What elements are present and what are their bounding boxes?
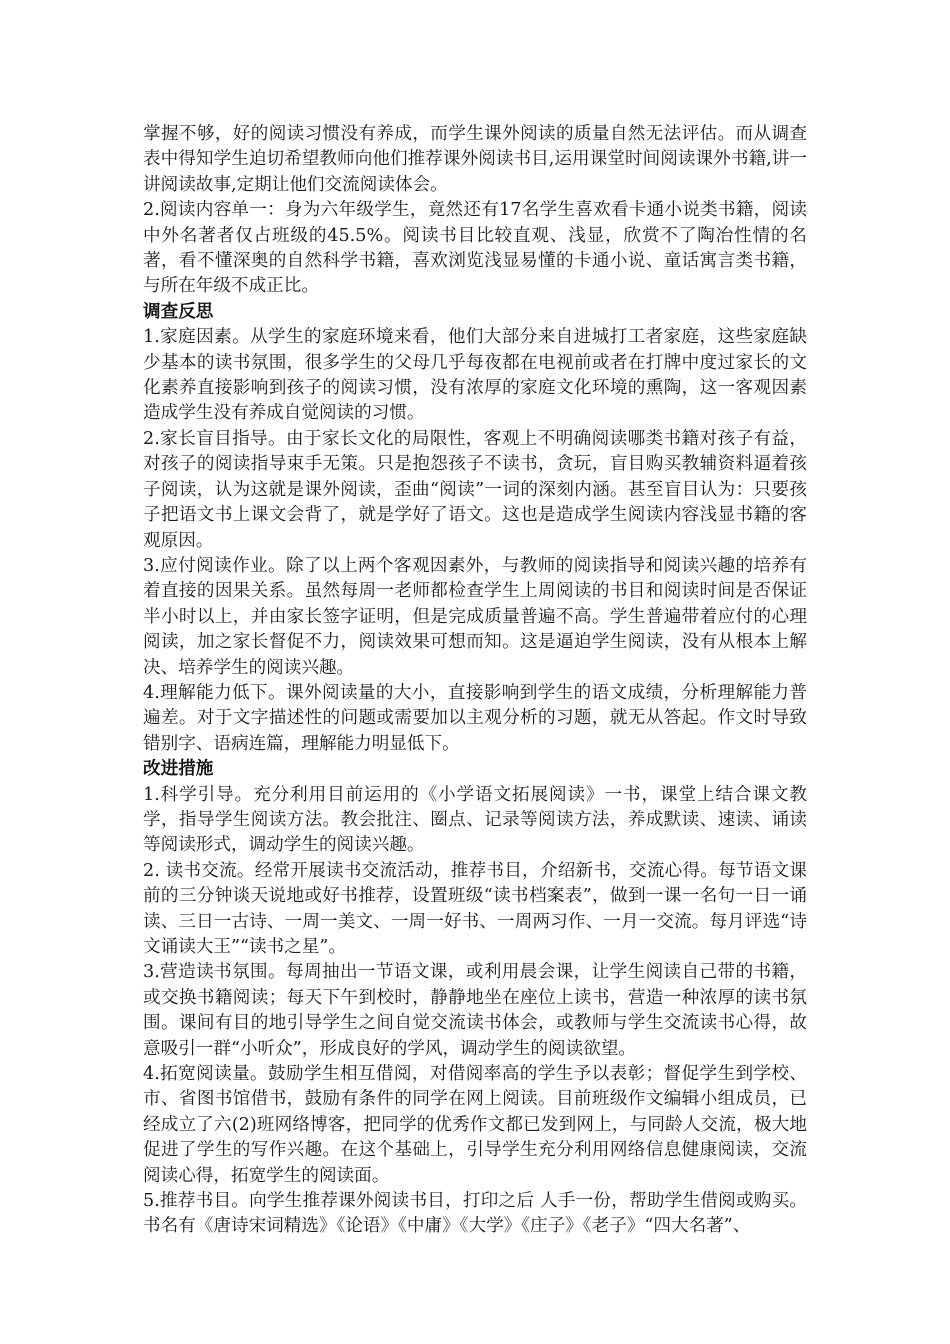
measure-item-1: 1.科学引导。充分利用目前运用的《小学语文拓展阅读》一书，课堂上结合课文教学，指导学生阅读方法。教会批注、圈点、记录等阅读方法，养成默读、速读、诵读等阅读形式，调动学生的阅读兴趣。 <box>143 784 807 856</box>
measure-item-2: 2. 读书交流。经常开展读书交流活动，推荐书目，介绍新书，交流心得。每节语文课前的三分钟谈天说地或好书推荐，设置班级“读书档案表”，做到一课一名句一日一诵读、三日一古诗、一周一美文、一周一好书、一周两习作、一月一交流。每月评选“诗文诵读大王”“读书之星”。 <box>143 860 807 957</box>
reflection-item-2: 2.家长盲目指导。由于家长文化的局限性，客观上不明确阅读哪类书籍对孩子有益，对孩子的阅读指导束手无策。只是抱怨孩子不读书，贪玩，盲目购买教辅资料逼着孩子阅读，认为这就是课外阅读，歪曲“阅读”一词的深刻内涵。甚至盲目认为：只要孩子把语文书上课文会背了，就是学好了语文。这也是造成学生阅读内容浅显书籍的客观原因。 <box>143 428 807 551</box>
reflection-item-4: 4.理解能力低下。课外阅读量的大小，直接影响到学生的语文成绩，分析理解能力普遍差。对于文字描述性的问题或需要加以主观分析的习题，就无从答起。作文时导致错别字、语病连篇，理解能力明显低下。 <box>143 682 807 754</box>
section-heading-measures: 改进措施 <box>143 759 214 780</box>
reflection-item-1: 1.家庭因素。从学生的家庭环境来看，他们大部分来自进城打工者家庭，这些家庭缺少基本的读书氛围，很多学生的父母几乎每夜都在电视前或者在打牌中度过家长的文化素养直接影响到孩子的阅读习惯，没有浓厚的家庭文化环境的熏陶，这一客观因素造成学生没有养成自觉阅读的习惯。 <box>143 327 807 424</box>
document-page <box>143 122 807 1240</box>
reflection-item-3: 3.应付阅读作业。除了以上两个客观因素外，与教师的阅读指导和阅读兴趣的培养有着直接的因果关系。虽然每周一老师都检查学生上周阅读的书目和阅读时间是否保证半小时以上，并由家长签字证明，但是完成质量普遍不高。学生普遍带着应付的心理阅读，加之家长督促不力，阅读效果可想而知。这是逼迫学生阅读，没有从根本上解决、培养学生的阅读兴趣。 <box>143 555 807 678</box>
measure-item-4: 4.拓宽阅读量。鼓励学生相互借阅，对借阅率高的学生予以表彰；督促学生到学校、市、省图书馆借书，鼓励有条件的同学在网上阅读。目前班级作文编辑小组成员，已经成立了六(2)班网络博客，把同学的优秀作文都已发到网上，与同龄人交流，极大地促进了学生的写作兴趣。在这个基础上，引导学生充分利用网络信息健康阅读，交流阅读心得，拓宽学生的阅读面。 <box>143 1064 807 1186</box>
measure-item-5: 5.推荐书目。向学生推荐课外阅读书目，打印之后 人手一份，帮助学生借阅或购买。书名有《唐诗宋词精选》《论语》《中庸》《大学》《庄子》《老子》“四大名著”、 <box>143 1191 807 1237</box>
intro-paragraph-2: 2.阅读内容单一：身为六年级学生，竟然还有17名学生喜欢看卡通小说类书籍，阅读中外名著者仅占班级的45.5%。阅读书目比较直观、浅显，欣赏不了陶冶性情的名著，看不懂深奥的自然科学书籍，喜欢浏览浅显易懂的卡通小说、童话寓言类书籍，与所在年级不成正比。 <box>143 200 807 297</box>
measure-item-3: 3.营造读书氛围。每周抽出一节语文课，或利用晨会课，让学生阅读自己带的书籍，或交换书籍阅读；每天下午到校时，静静地坐在座位上读书，营造一种浓厚的读书氛围。课间有目的地引导学生之间自觉交流读书体会，或教师与学生交流读书心得，故意吸引一群“小听众”，形成良好的学风，调动学生的阅读欲望。 <box>143 962 807 1059</box>
section-heading-reflection: 调查反思 <box>143 301 214 322</box>
intro-paragraph-1: 掌握不够，好的阅读习惯没有养成，而学生课外阅读的质量自然无法评估。而从调查表中得知学生迫切希望教师向他们推荐课外阅读书目,运用课堂时间阅读课外书籍,讲一讲阅读故事,定期让他们交流阅读体会。 <box>143 124 807 195</box>
